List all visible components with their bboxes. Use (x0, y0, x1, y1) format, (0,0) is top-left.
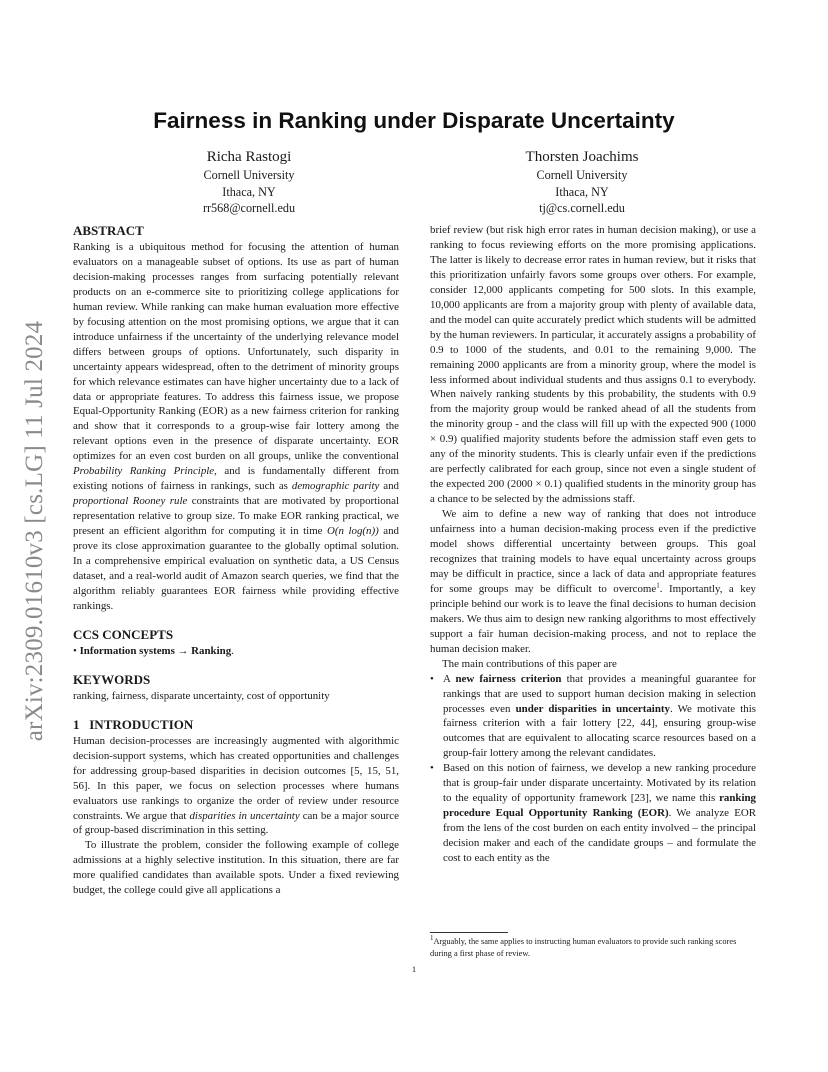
keywords-heading: KEYWORDS (73, 671, 151, 687)
ccs-heading: CCS CONCEPTS (73, 626, 174, 642)
intro-paragraph-1: Human decision-processes are increasingly augmented with algorithmic decision-support systems, which has created opportunities and challenges for addressing group-based disparities in decision outcomes [5, 15, 51, 56]. In this paper, we focus on selection processes where humans evaluators use rankings to organize the order of review under resource constraints. We argue that disparities in uncertainty can be a major source of group-based discrimination in this setting. (73, 734, 399, 837)
author-email: tj@cs.cornell.edu (539, 201, 625, 215)
list-item: • Based on this notion of fairness, we develop a new ranking procedure that is group-fair under disparate uncertainty. Motivated by its relation to the equality of opportunity framework [23], we name this ranking procedure Equal Opportunity Ranking (EOR). We analyze EOR from the lens of the cost burden on each entity involved – the principal decision maker and each of the candidate groups – and formulate the cost to each entity as the (430, 762, 756, 865)
footnote-text: Arguably, the same applies to instructing human evaluators to provide such ranking scores during a first phase of review. (430, 937, 737, 958)
footnote-divider (430, 932, 508, 933)
right-column (430, 223, 756, 866)
author-block-2 (472, 147, 692, 217)
right-paragraph-3: The main contributions of this paper are (442, 657, 617, 670)
ccs-concepts: • Information systems → Ranking. (73, 644, 234, 657)
author-affiliation: Cornell University (203, 168, 295, 182)
intro-paragraph-2: To illustrate the problem, consider the following example of college admissions at a highly selective institution. In this situation, there are far more qualified candidates than available spots. Under a fixed reviewing budget, the college could give all applications a (73, 839, 399, 897)
author-block-1 (139, 147, 359, 217)
footnote (430, 936, 756, 959)
author-location: Ithaca, NY (222, 184, 276, 199)
author-location: Ithaca, NY (555, 184, 609, 199)
keywords-text: ranking, fairness, disparate uncertainty, cost of opportunity (73, 689, 330, 702)
author-affiliation: Cornell University (536, 168, 628, 182)
left-column (73, 222, 399, 898)
page-number: 1 (411, 964, 417, 974)
abstract-heading: ABSTRACT (73, 223, 144, 238)
arxiv-identifier: arXiv:2309.01610v3 [cs.LG] 11 Jul 2024 (21, 320, 48, 742)
list-item: • A new fairness criterion that provides a meaningful guarantee for rankings that are used to support human decision making in selection processes even under disparities in uncertainty. We motivate this fairness criterion with a fair lottery [22, 44], ensuring group-wise outcomes that are equivalent to allocating scarce resources based on a group-fair lottery among the relevant candidates. (430, 672, 756, 760)
right-paragraph-1: brief review (but risk high error rates in human decision making), or use a ranking to focus reviewing efforts on the more promising applications. The latter is likely to decrease error rates in human review, but it risks that this prioritization unfairly favors some groups over others. For example, consider 12,000 applicants competing for 500 slots. In this example, 10,000 applicants are from a majority group with plenty of available data, and the model can quite accurately predict which students will be admitted by the human reviewers. In particular, it accurately assigns a probability of 0.9 to 1000 of the students, and 0.01 to the remaining 9,000. The remaining 2000 applicants are from a minority group, where the model is less informed about individual students and thus assigns 0.1 to everybody. When naively ranking students by this probability, the students with 0.9 from the majority group would be ranked ahead of all the students from the minority group - and the class will fill up with the expected 900 (1000 × 0.9) qualified majority students before the admission staff even gets to any of the minority students. This is clearly unfair even if the predictions are perfectly calibrated for each group, since not even a single student of the expected 200 (2000 × 0.1) qualified students in the minority group has a chance to be selected by the admissions staff. (430, 224, 756, 506)
contributions-list (430, 672, 756, 866)
author-name: Thorsten Joachims (525, 149, 639, 165)
arxiv-stamp (14, 296, 56, 766)
footnote-number: 1 (430, 934, 434, 943)
intro-heading: 1 INTRODUCTION (73, 716, 194, 732)
footnote-marker: 1 (656, 581, 660, 590)
author-email: rr568@cornell.edu (202, 201, 296, 215)
bullet-icon: • (430, 672, 434, 685)
bullet-icon: • (430, 762, 434, 775)
author-name: Richa Rastogi (206, 149, 292, 165)
abstract-text: Ranking is a ubiquitous method for focusing the attention of human evaluators on a manageable subset of options. Its use as part of human decision-making processes ranges from surfacing potentially relevant products on an e-commerce site to prioritizing college applications for human review. While ranking can make human evaluation more effective by focusing attention on the most promising options, we argue that it can introduce unfairness if the uncertainty of the underlying relevance model differs between groups of options. Unfortunately, such disparity in uncertainty appears widespread, often to the detriment of minority groups for which relevance estimates can have higher uncertainty due to a lack of data or appropriate features. To address this fairness issue, we propose Equal-Opportunity Ranking (EOR) as a new fairness criterion for ranking and show that it corresponds to a group-wise fair lottery among the relevant options even in the presence of disparate uncertainty. EOR optimizes for an even cost burden on all groups, unlike the conventional Probability Ranking Principle, and is fundamentally different from existing notions of fairness in rankings, such as demographic parity and proportional Rooney rule constraints that are motivated by proportional representation relative to group size. To make EOR ranking practical, we present an efficient algorithm for computing it in time O(n log(n)) and prove its close approximation guarantee to the globally optimal solution. In a comprehensive empirical evaluation on synthetic data, a US Census dataset, and a real-world audit of Amazon search queries, we find that the algorithm reliably guarantees EOR fairness while providing effective rankings. (73, 241, 399, 612)
right-paragraph-2: We aim to define a new way of ranking that does not introduce unfairness into a human decision-making process even if the predictive model shows differential uncertainty between groups. This goal recognizes that training models to have equal uncertainty across groups may be difficult in practice, since a lack of data and appropriate features for some groups may be difficult to overcome$^1$. Importantly, a key principle behind our work is to leave the final decisions to human decision makers. We thus aim to design new ranking algorithms to most effectively support a fair human decision-making process, and not to replace the human decision maker. (430, 508, 756, 655)
paper-title: Fairness in Ranking under Disparate Uncertainty (153, 108, 675, 133)
